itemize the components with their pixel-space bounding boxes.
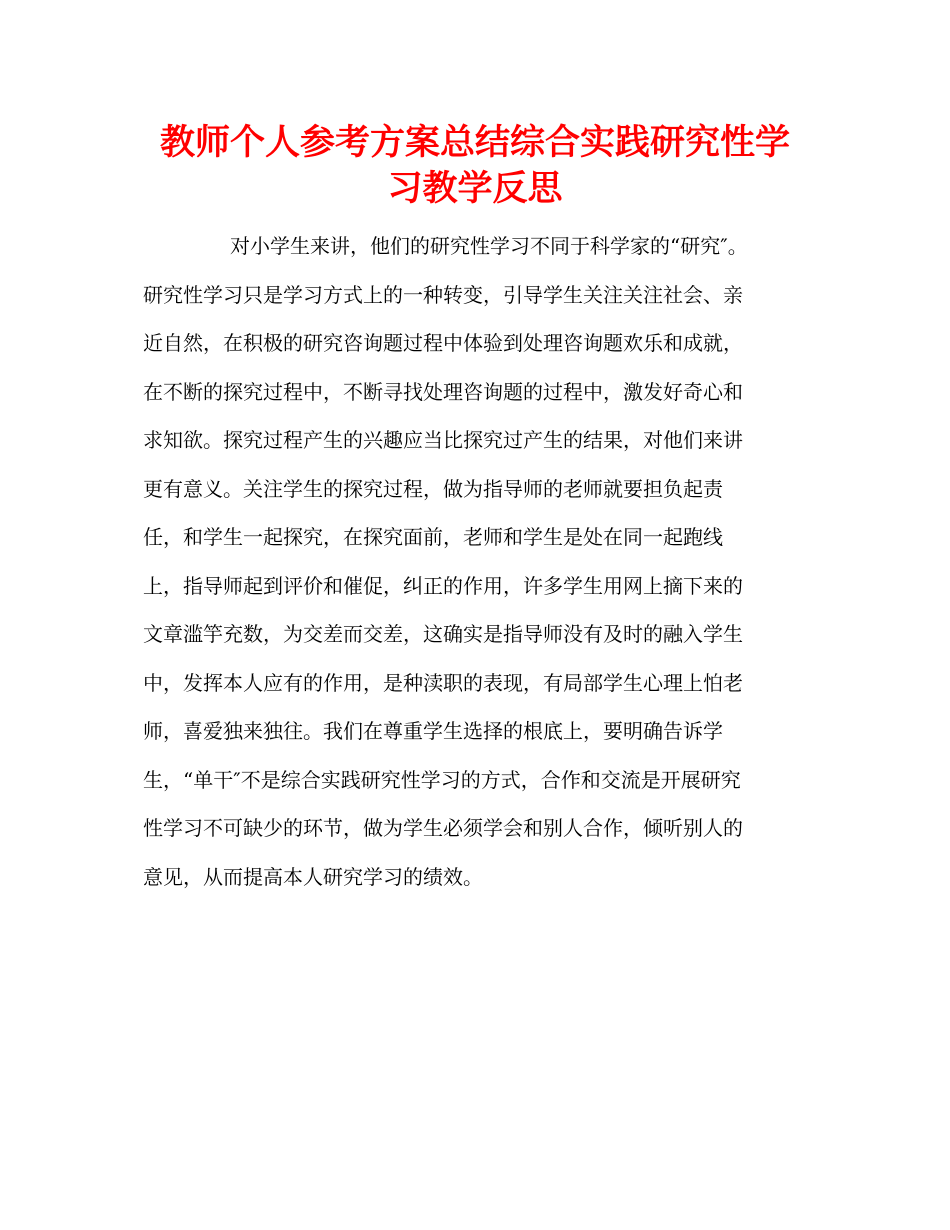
body-line-13: 性学习不可缺少的环节，做为学生必须学会和别人合作，倾听别人的 bbox=[143, 816, 743, 840]
body-line-8: 上，指导师起到评价和催促，纠正的作用，许多学生用网上摘下来的 bbox=[143, 573, 743, 598]
body-line-6: 更有意义。关注学生的探究过程，做为指导师的老师就要担负起责 bbox=[143, 476, 723, 501]
title-line-2: 习教学反思 bbox=[387, 169, 563, 209]
body-line-5: 求知欲。探究过程产生的兴趣应当比探究过产生的结果，对他们来讲 bbox=[143, 428, 743, 452]
title-line-1: 教师个人参考方案总结综合实践研究性学 bbox=[159, 123, 790, 163]
body-paragraph bbox=[143, 222, 823, 901]
body-line-3: 近自然，在积极的研究咨询题过程中体验到处理咨询题欢乐和成就， bbox=[143, 331, 743, 355]
body-line-12: 生，“单干″不是综合实践研究性学习的方式，合作和交流是开展研究 bbox=[143, 767, 741, 792]
body-line-4: 在不断的探究过程中，不断寻找处理咨询题的过程中，激发好奇心和 bbox=[143, 379, 743, 404]
body-line-1: 对小学生来讲，他们的研究性学习不同于科学家的“研究″。 bbox=[230, 234, 748, 258]
body-line-9: 文章滥竽充数，为交差而交差，这确实是指导师没有及时的融入学生 bbox=[143, 622, 743, 646]
body-line-10: 中，发挥本人应有的作用，是种渎职的表现，有局部学生心理上怕老 bbox=[143, 670, 743, 695]
body-line-2: 研究性学习只是学习方式上的一种转变，引导学生关注关注社会、亲 bbox=[143, 282, 743, 307]
body-line-11: 师，喜爱独来独往。我们在尊重学生选择的根底上，要明确告诉学 bbox=[143, 719, 723, 743]
document-title bbox=[130, 120, 820, 212]
body-line-7: 任，和学生一起探究，在探究面前，老师和学生是处在同一起跑线 bbox=[143, 525, 723, 549]
body-line-14: 意见，从而提高本人研究学习的绩效。 bbox=[143, 864, 483, 889]
